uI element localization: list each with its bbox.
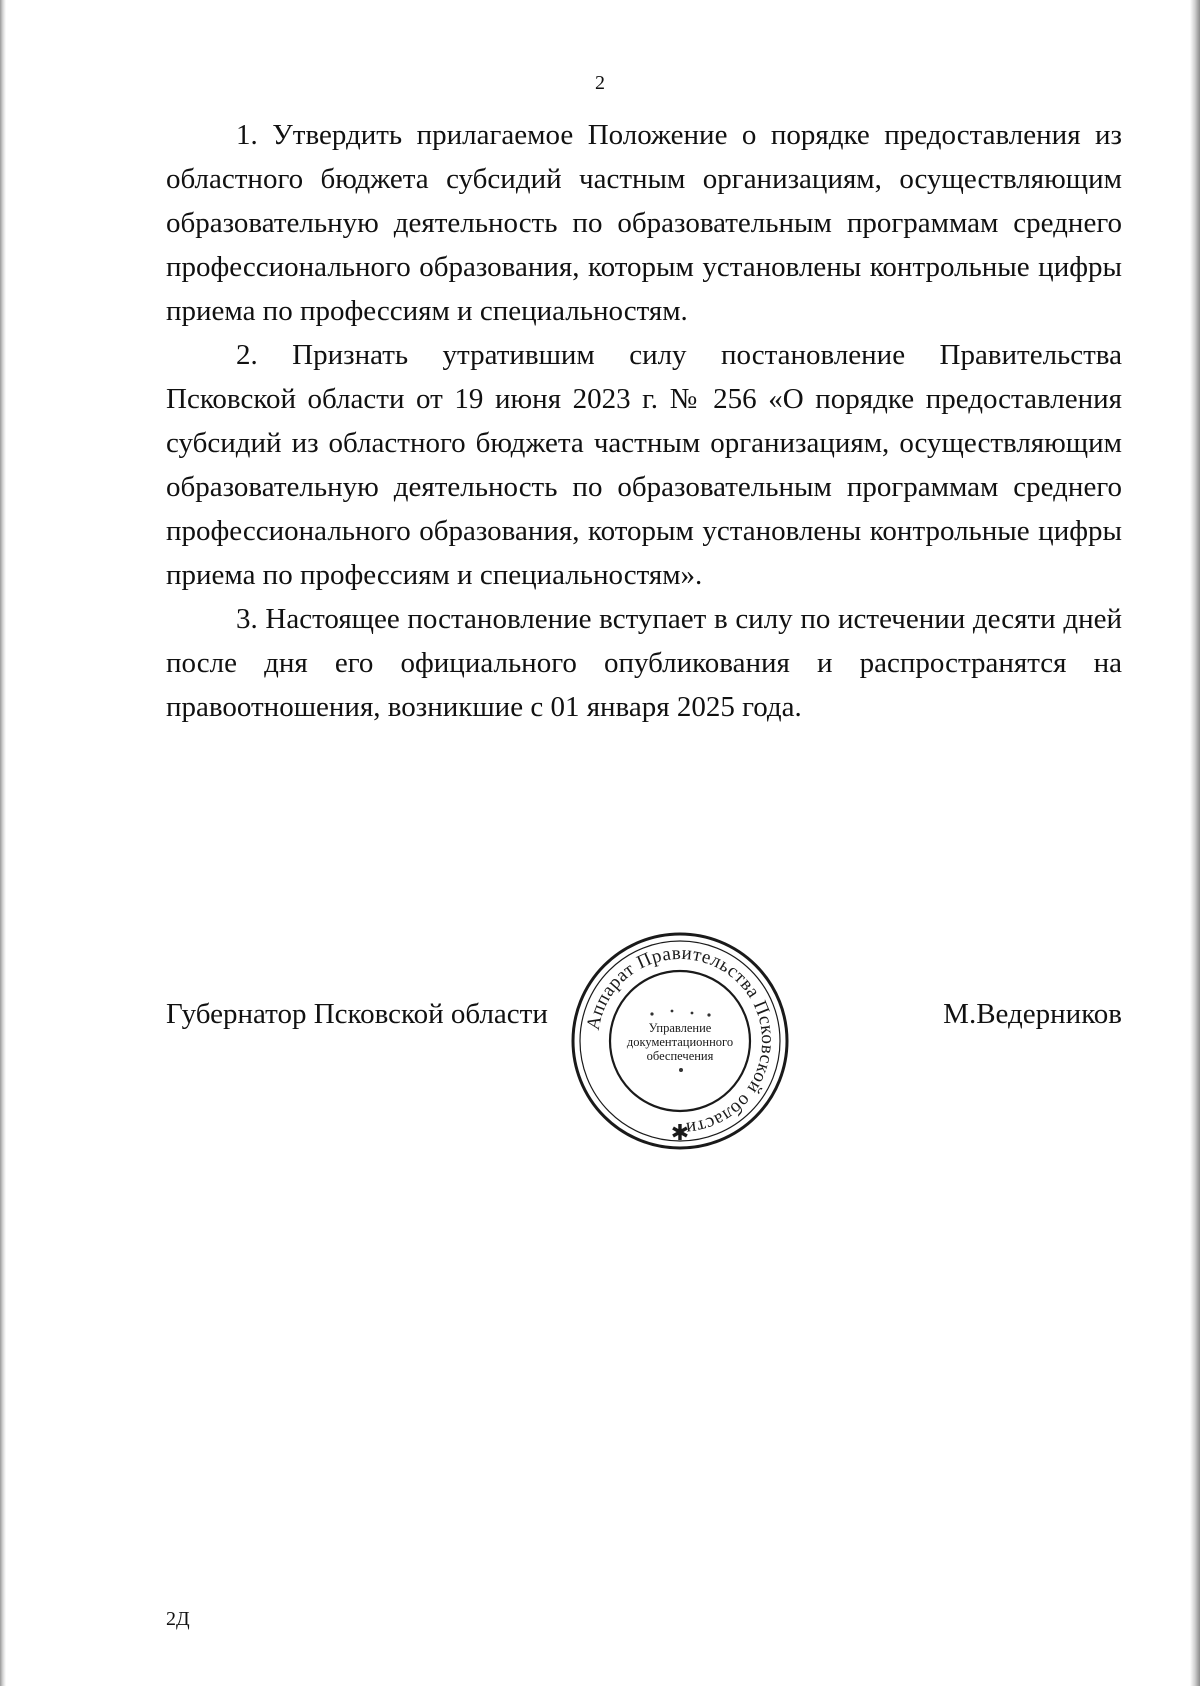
document-body: [166, 113, 1122, 729]
official-seal: [568, 929, 792, 1153]
scan-edge-right: [1190, 0, 1200, 1686]
seal-ring-text: Аппарат Правительства Псковской области: [582, 942, 779, 1139]
paragraph-3: 3. Настоящее постановление вступает в силу по истечении десяти дней после дня его официального опубликования и распространятся на правоотношения, возникшие с 01 января 2025 года.: [166, 603, 1122, 723]
paragraph-2: 2. Признать утратившим силу постановление Правительства Псковской области от 19 июня 2023 г. № 256 «О порядке предоставления субсидий из областного бюджета частным организациям, осуществляющим образовательную деятельность по образовательным программам среднего профессионального образования, которым установлены контрольные цифры приема по профессиям и специальностям».: [166, 339, 1122, 591]
seal-line-2: документационного: [626, 1035, 734, 1049]
seal-line-3: обеспечения: [646, 1049, 714, 1063]
signer-position: Губернатор Псковской области: [166, 998, 548, 1030]
page-number: 2: [595, 72, 605, 94]
footer-code: 2Д: [166, 1608, 190, 1630]
paragraph-1: 1. Утвердить прилагаемое Положение о порядке предоставления из областного бюджета субсидий частным организациям, осуществляющим образовательную деятельность по образовательным программам среднего профессионального образования, которым установлены контрольные цифры приема по профессиям и специальностям.: [166, 119, 1122, 327]
signer-name: М.Ведерников: [943, 998, 1122, 1030]
seal-star-icon: ✱: [670, 1121, 690, 1146]
seal-line-1: Управление: [648, 1021, 712, 1035]
scan-edge-left: [0, 0, 6, 1686]
